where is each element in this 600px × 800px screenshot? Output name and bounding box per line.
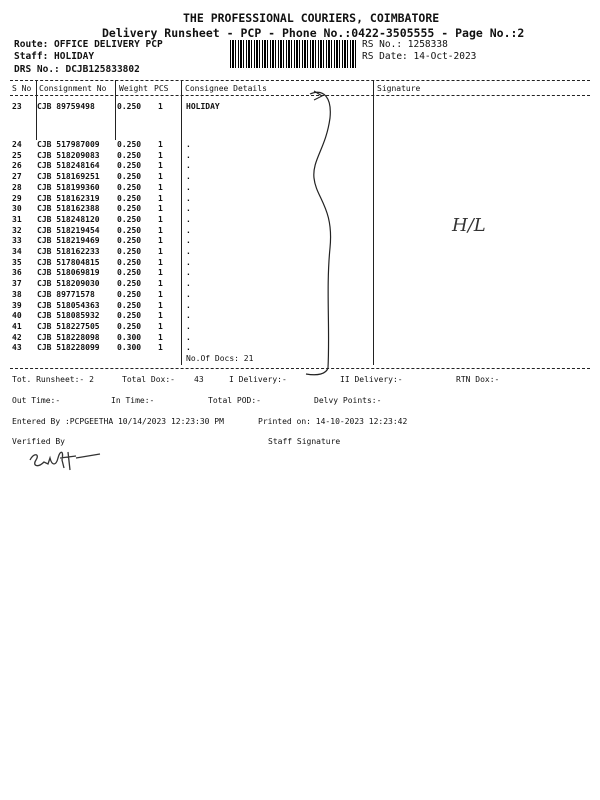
table-row [10, 258, 570, 269]
cell-sno: 24 [12, 140, 22, 149]
table-row [10, 268, 570, 279]
cell-details: . [186, 268, 191, 278]
in-time: In Time:- [111, 396, 155, 405]
cell-weight: 0.250 [117, 289, 142, 299]
cell-pcs: 1 [158, 268, 163, 278]
cell-details: . [186, 225, 191, 235]
cell-pcs: 1 [158, 193, 163, 203]
i-delivery: I Delivery:- [229, 375, 287, 384]
header-sno: S No [12, 84, 32, 93]
cell-pcs: 1 [158, 172, 163, 182]
cell-sno: 33 [12, 236, 22, 246]
cell-details: . [186, 332, 191, 342]
cell-details: . [186, 343, 191, 353]
cell-pcs: 1 [158, 279, 163, 289]
cell-consignment: CJB 518219469 [37, 236, 100, 246]
drs-number: DRS No.: DCJB125833802 [14, 64, 140, 75]
header-consignee: Consignee Details [185, 84, 267, 93]
route-label: Route: OFFICE DELIVERY PCP [14, 39, 163, 50]
cell-weight: 0.250 [117, 172, 142, 182]
cell-pcs: 1 [158, 321, 163, 331]
cell-sno: 41 [12, 321, 22, 331]
tot-runsheet: Tot. Runsheet:- 2 [12, 375, 94, 384]
verified-by: Verified By [12, 437, 65, 446]
cell-details: . [186, 140, 191, 149]
cell-weight: 0.250 [117, 268, 142, 278]
cell-pcs: 1 [158, 182, 163, 192]
handwritten-bracket-line [300, 88, 350, 383]
cell-pcs: 1 [158, 161, 163, 171]
cell-consignment: CJB 518162319 [37, 193, 100, 203]
cell-sno: 35 [12, 257, 22, 267]
staff-label: Staff: HOLIDAY [14, 51, 95, 62]
printed-on: Printed on: 14-10-2023 12:23:42 [258, 417, 408, 426]
cell-details: . [186, 236, 191, 246]
cell-consignment: CJB 518085932 [37, 311, 100, 321]
cell-pcs: 1 [158, 102, 163, 111]
table-row [10, 151, 570, 162]
cell-details: . [186, 214, 191, 224]
cell-details: . [186, 257, 191, 267]
cell-pcs: 1 [158, 300, 163, 310]
cell-details: . [186, 321, 191, 331]
cell-weight: 0.250 [117, 225, 142, 235]
table-row [10, 322, 570, 333]
cell-pcs: 1 [158, 247, 163, 256]
table-row [10, 226, 570, 237]
cell-sno: 32 [12, 225, 22, 235]
cell-pcs: 1 [158, 225, 163, 235]
cell-weight: 0.250 [117, 193, 142, 203]
cell-details: . [186, 279, 191, 289]
total-pod: Total POD:- [208, 396, 261, 405]
cell-details: . [186, 289, 191, 299]
cell-weight: 0.250 [117, 140, 142, 149]
header-pcs: PCS [154, 84, 169, 93]
runsheet-subtitle: Delivery Runsheet - PCP - Phone No.:0422-3505555 - Page No.:2 [102, 26, 525, 40]
cell-pcs: 1 [158, 311, 163, 321]
cell-details: . [186, 150, 191, 160]
cell-sno: 30 [12, 204, 22, 214]
cell-sno: 37 [12, 279, 22, 289]
cell-sno: 42 [12, 332, 22, 342]
cell-consignment: CJB 518248120 [37, 214, 100, 224]
cell-weight: 0.250 [117, 102, 142, 111]
cell-details: . [186, 247, 191, 256]
cell-consignment: CJB 517987009 [37, 140, 100, 149]
cell-pcs: 1 [158, 257, 163, 267]
cell-weight: 0.250 [117, 257, 142, 267]
cell-weight: 0.250 [117, 236, 142, 246]
cell-details: . [186, 300, 191, 310]
cell-pcs: 1 [158, 214, 163, 224]
verifier-signature-image [24, 446, 104, 476]
header-consignment: Consignment No [39, 84, 107, 93]
cell-weight: 0.250 [117, 150, 142, 160]
table-row [10, 161, 570, 172]
total-dox-label: Total Dox:- [122, 375, 175, 384]
rs-number: RS No.: 1258338 [362, 39, 448, 50]
table-row [10, 102, 570, 113]
out-time: Out Time:- [12, 396, 61, 405]
cell-sno: 25 [12, 150, 22, 160]
cell-details: . [186, 182, 191, 192]
cell-details: HOLIDAY [186, 102, 220, 111]
table-row [10, 236, 570, 247]
cell-consignment: CJB 518248164 [37, 161, 100, 171]
cell-pcs: 1 [158, 332, 163, 342]
cell-sno: 27 [12, 172, 22, 182]
cell-sno: 40 [12, 311, 22, 321]
table-row [10, 333, 570, 344]
cell-consignment: CJB 518162233 [37, 247, 100, 256]
cell-consignment: CJB 89771578 [37, 289, 95, 299]
cell-sno: 34 [12, 247, 22, 256]
cell-sno: 39 [12, 300, 22, 310]
footer-rule [10, 368, 590, 369]
cell-pcs: 1 [158, 289, 163, 299]
cell-weight: 0.250 [117, 300, 142, 310]
barcode-image [230, 40, 358, 68]
table-row [10, 172, 570, 183]
table-row [10, 279, 570, 290]
cell-consignment: CJB 518228098 [37, 332, 100, 342]
cell-pcs: 1 [158, 236, 163, 246]
cell-sno: 43 [12, 343, 22, 353]
no-of-docs: No.Of Docs: 21 [186, 354, 254, 363]
cell-consignment: CJB 518219454 [37, 225, 100, 235]
table-row [10, 194, 570, 205]
cell-sno: 36 [12, 268, 22, 278]
cell-weight: 0.250 [117, 321, 142, 331]
cell-consignment: CJB 518209030 [37, 279, 100, 289]
table-row [10, 290, 570, 301]
cell-consignment: CJB 517804815 [37, 257, 100, 267]
cell-consignment: CJB 518054363 [37, 300, 100, 310]
table-row [10, 204, 570, 215]
rtn-dox: RTN Dox:- [456, 375, 500, 384]
table-row [10, 183, 570, 194]
cell-sno: 38 [12, 289, 22, 299]
cell-pcs: 1 [158, 140, 163, 149]
cell-weight: 0.250 [117, 311, 142, 321]
cell-weight: 0.300 [117, 332, 142, 342]
total-dox-value: 43 [194, 375, 204, 384]
cell-weight: 0.250 [117, 247, 142, 256]
company-title: THE PROFESSIONAL COURIERS, COIMBATORE [183, 11, 440, 25]
cell-sno: 31 [12, 214, 22, 224]
header-weight: Weight [119, 84, 148, 93]
cell-weight: 0.250 [117, 204, 142, 214]
table-row [10, 140, 570, 151]
table-row [10, 311, 570, 322]
cell-weight: 0.250 [117, 182, 142, 192]
cell-weight: 0.250 [117, 161, 142, 171]
cell-consignment: CJB 518199360 [37, 182, 100, 192]
table-row [10, 343, 570, 354]
handwritten-note: H/L [452, 215, 486, 236]
delvy-points: Delvy Points:- [314, 396, 382, 405]
cell-details: . [186, 311, 191, 321]
cell-pcs: 1 [158, 343, 163, 353]
cell-sno: 26 [12, 161, 22, 171]
cell-consignment: CJB 518227505 [37, 321, 100, 331]
cell-details: . [186, 161, 191, 171]
entered-by: Entered By :PCPGEETHA 10/14/2023 12:23:30 PM [12, 417, 224, 426]
cell-pcs: 1 [158, 204, 163, 214]
cell-consignment: CJB 518069819 [37, 268, 100, 278]
cell-details: . [186, 172, 191, 182]
cell-consignment: CJB 518169251 [37, 172, 100, 182]
cell-weight: 0.250 [117, 214, 142, 224]
table-row [10, 247, 570, 258]
cell-consignment: CJB 518162388 [37, 204, 100, 214]
ii-delivery: II Delivery:- [340, 375, 403, 384]
cell-consignment: CJB 518228099 [37, 343, 100, 353]
cell-sno: 23 [12, 102, 22, 111]
table-row [10, 301, 570, 312]
cell-consignment: CJB 518209083 [37, 150, 100, 160]
rs-date: RS Date: 14-Oct-2023 [362, 51, 477, 62]
header-signature: Signature [377, 84, 421, 93]
table-top-rule [10, 80, 590, 81]
cell-weight: 0.300 [117, 343, 142, 353]
cell-sno: 28 [12, 182, 22, 192]
cell-consignment: CJB 89759498 [37, 102, 95, 111]
table-row [10, 215, 570, 226]
cell-weight: 0.250 [117, 279, 142, 289]
cell-details: . [186, 193, 191, 203]
cell-pcs: 1 [158, 150, 163, 160]
staff-signature-label: Staff Signature [268, 437, 341, 446]
cell-details: . [186, 204, 191, 214]
cell-sno: 29 [12, 193, 22, 203]
